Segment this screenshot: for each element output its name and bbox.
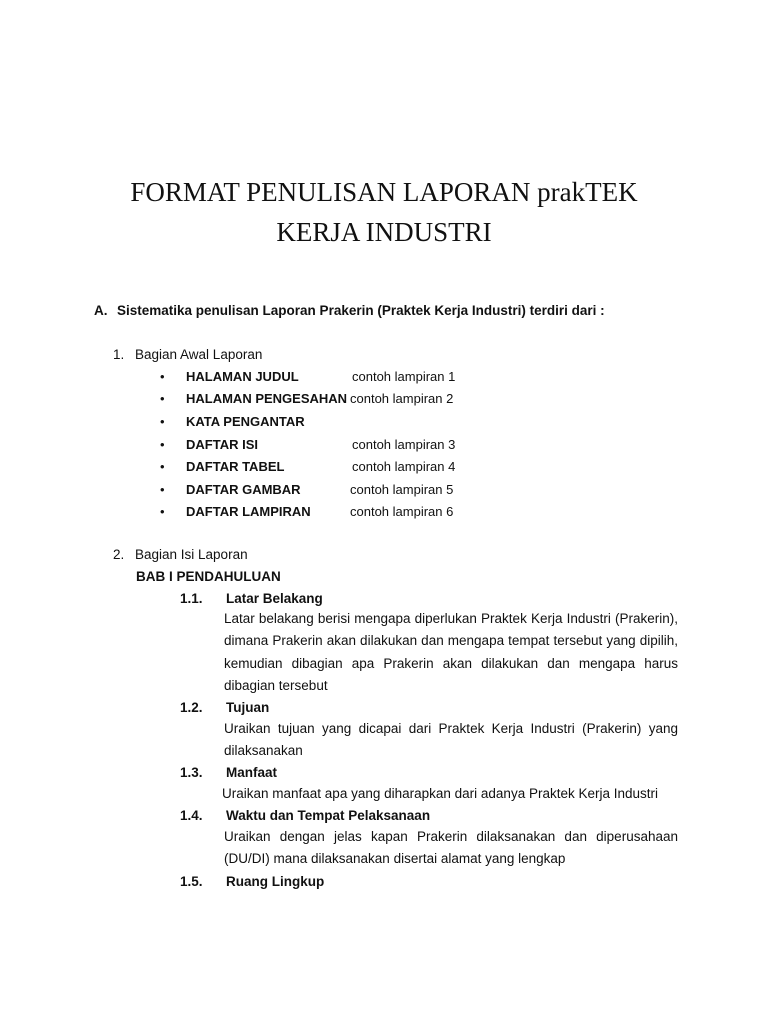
item-name: DAFTAR LAMPIRAN	[186, 504, 311, 519]
item-name: HALAMAN JUDUL	[186, 369, 299, 384]
bullet-icon: •	[160, 391, 165, 406]
section-a-text: Sistematika penulisan Laporan Prakerin (Praktek Kerja Industri) terdiri dari :	[117, 303, 605, 318]
document-title-line-2: KERJA INDUSTRI	[276, 217, 492, 247]
part-1-number: 1.	[113, 347, 125, 362]
subsection-number: 1.2.	[180, 700, 203, 715]
subsection-title: Ruang Lingkup	[226, 874, 325, 889]
subsection-number: 1.3.	[180, 765, 203, 780]
item-name: HALAMAN PENGESAHAN	[186, 391, 348, 406]
item-example: contoh lampiran 2	[350, 391, 454, 406]
bullet-icon: •	[160, 369, 165, 384]
subsection-title: Tujuan	[226, 700, 270, 715]
item-name: DAFTAR TABEL	[186, 459, 285, 474]
document-title-line-1: FORMAT PENULISAN LAPORAN prakTEK	[130, 177, 638, 207]
part-2-title: Bagian Isi Laporan	[135, 547, 248, 562]
subsection-paragraph: Latar belakang berisi mengapa diperlukan Praktek Kerja Industri (Prakerin), dimana Prakerin akan dilakukan dan mengapa tempat tersebut yang dipilih, kemudian dibagian apa Prakerin akan dilakukan dan mengapa harus dibagian tersebut	[224, 611, 678, 694]
subsection-number: 1.1.	[180, 591, 203, 606]
item-example: contoh lampiran 5	[350, 482, 454, 497]
item-name: DAFTAR ISI	[186, 437, 258, 452]
subsection-title: Latar Belakang	[226, 591, 323, 606]
bullet-icon: •	[160, 504, 165, 519]
subsection-title: Manfaat	[226, 765, 278, 780]
item-name: DAFTAR GAMBAR	[186, 482, 301, 497]
bullet-icon: •	[160, 459, 165, 474]
bullet-icon: •	[160, 482, 165, 497]
item-example: contoh lampiran 6	[350, 504, 454, 519]
subsection-number: 1.4.	[180, 808, 203, 823]
part-1-title: Bagian Awal Laporan	[135, 347, 263, 362]
subsection-title: Waktu dan Tempat Pelaksanaan	[226, 808, 431, 823]
subsection-paragraph: Uraikan manfaat apa yang diharapkan dari adanya Praktek Kerja Industri	[222, 786, 659, 801]
subsection-number: 1.5.	[180, 874, 203, 889]
item-example: contoh lampiran 4	[352, 459, 456, 474]
bullet-icon: •	[160, 437, 165, 452]
part-2-number: 2.	[113, 547, 125, 562]
item-example: contoh lampiran 3	[352, 437, 456, 452]
section-a-label: A.	[94, 303, 108, 318]
bullet-icon: •	[160, 414, 165, 429]
chapter-title: BAB I PENDAHULUAN	[136, 569, 281, 584]
subsection-paragraph: Uraikan dengan jelas kapan Prakerin dilaksanakan dan diperusahaan (DU/DI) mana dilaksanakan disertai alamat yang lengkap	[224, 829, 678, 867]
item-example: contoh lampiran 1	[352, 369, 456, 384]
item-name: KATA PENGANTAR	[186, 414, 305, 429]
subsection-paragraph: Uraikan tujuan yang dicapai dari Praktek Kerja Industri (Prakerin) yang dilaksanakan	[224, 721, 678, 759]
